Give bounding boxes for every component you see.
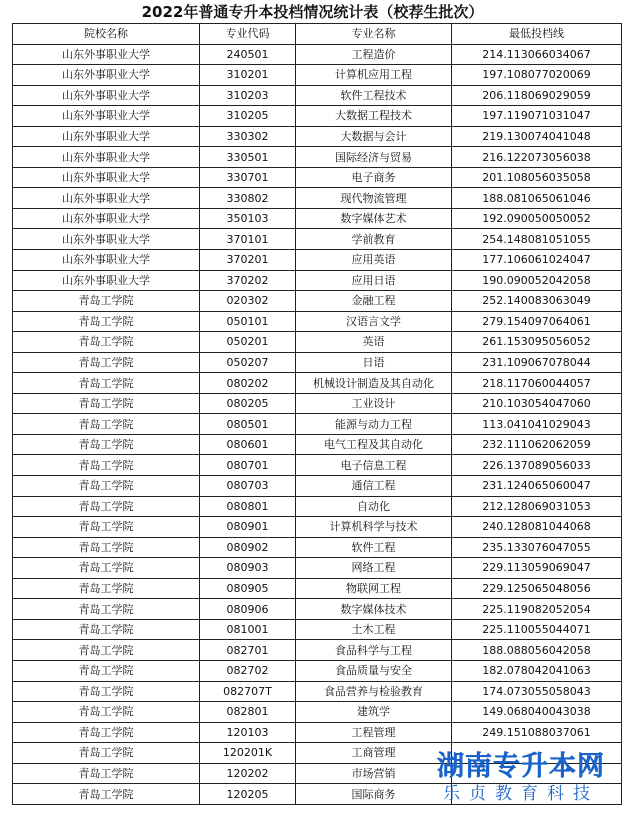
table-row (13, 660, 622, 681)
cell-min-score: 240.128081044068 (452, 517, 622, 538)
cell-major: 通信工程 (296, 476, 452, 497)
cell-school: 山东外事职业大学 (13, 270, 200, 291)
cell-major: 能源与动力工程 (296, 414, 452, 435)
cell-school: 山东外事职业大学 (13, 147, 200, 168)
cell-min-score: 210.103054047060 (452, 393, 622, 414)
cell-major: 计算机应用工程 (296, 65, 452, 86)
table-row (13, 393, 622, 414)
table-row (13, 578, 622, 599)
table-row (13, 352, 622, 373)
table-row (13, 558, 622, 579)
cell-code: 082701 (200, 640, 296, 661)
cell-major: 电子商务 (296, 167, 452, 188)
cell-school: 山东外事职业大学 (13, 65, 200, 86)
table-row (13, 619, 622, 640)
cell-school: 山东外事职业大学 (13, 106, 200, 127)
watermark (421, 752, 621, 812)
cell-school: 山东外事职业大学 (13, 188, 200, 209)
cell-min-score: 249.151088037061 (452, 722, 622, 743)
cell-school: 青岛工学院 (13, 702, 200, 723)
column-header-min-score: 最低投档线 (452, 24, 622, 45)
cell-code: 370101 (200, 229, 296, 250)
cell-school: 青岛工学院 (13, 373, 200, 394)
cell-major: 机械设计制造及其自动化 (296, 373, 452, 394)
cell-school: 青岛工学院 (13, 311, 200, 332)
cell-code: 120103 (200, 722, 296, 743)
cell-code: 370201 (200, 250, 296, 271)
cell-min-score: 229.125065048056 (452, 578, 622, 599)
table-row (13, 434, 622, 455)
cell-major: 物联网工程 (296, 578, 452, 599)
table-row (13, 44, 622, 65)
table-row (13, 517, 622, 538)
cell-code: 080202 (200, 373, 296, 394)
cell-code: 240501 (200, 44, 296, 65)
cell-min-score: 192.090050050052 (452, 208, 622, 229)
cell-code: 080205 (200, 393, 296, 414)
cell-code: 330302 (200, 126, 296, 147)
cell-min-score: 219.130074041048 (452, 126, 622, 147)
cell-school: 青岛工学院 (13, 640, 200, 661)
cell-major: 电气工程及其自动化 (296, 434, 452, 455)
cell-code: 310203 (200, 85, 296, 106)
cell-min-score: 231.109067078044 (452, 352, 622, 373)
cell-code: 080905 (200, 578, 296, 599)
table-row (13, 188, 622, 209)
table-row (13, 270, 622, 291)
cell-code: 020302 (200, 291, 296, 312)
cell-min-score: 113.041041029043 (452, 414, 622, 435)
table-row (13, 681, 622, 702)
cell-school: 青岛工学院 (13, 393, 200, 414)
cell-min-score: 225.119082052054 (452, 599, 622, 620)
cell-code: 310205 (200, 106, 296, 127)
cell-code: 082702 (200, 660, 296, 681)
cell-school: 山东外事职业大学 (13, 208, 200, 229)
cell-major: 大数据工程技术 (296, 106, 452, 127)
cell-school: 山东外事职业大学 (13, 85, 200, 106)
watermark-logo-text: 湖南专升本网 (437, 751, 605, 782)
cell-min-score: 188.088056042058 (452, 640, 622, 661)
cell-major: 数字媒体艺术 (296, 208, 452, 229)
admission-table (12, 23, 622, 805)
cell-major: 食品质量与安全 (296, 660, 452, 681)
cell-major: 应用英语 (296, 250, 452, 271)
cell-major: 金融工程 (296, 291, 452, 312)
cell-code: 081001 (200, 619, 296, 640)
table-row (13, 332, 622, 353)
cell-code: 080903 (200, 558, 296, 579)
table-row (13, 722, 622, 743)
cell-min-score: 232.111062062059 (452, 434, 622, 455)
cell-major: 食品科学与工程 (296, 640, 452, 661)
cell-school: 青岛工学院 (13, 476, 200, 497)
table-row (13, 311, 622, 332)
cell-major: 数字媒体技术 (296, 599, 452, 620)
cell-code: 080901 (200, 517, 296, 538)
cell-code: 080501 (200, 414, 296, 435)
cell-code: 120201K (200, 743, 296, 764)
cell-school: 山东外事职业大学 (13, 229, 200, 250)
cell-school: 青岛工学院 (13, 619, 200, 640)
column-header-school: 院校名称 (13, 24, 200, 45)
table-row (13, 640, 622, 661)
cell-school: 青岛工学院 (13, 537, 200, 558)
cell-min-score: 190.090052042058 (452, 270, 622, 291)
table-header-row (13, 24, 622, 45)
cell-major: 市场营销 (296, 763, 452, 784)
table-row (13, 85, 622, 106)
table-row (13, 496, 622, 517)
table-row (13, 373, 622, 394)
cell-code: 330501 (200, 147, 296, 168)
cell-min-score: 235.133076047055 (452, 537, 622, 558)
cell-min-score: 197.119071031047 (452, 106, 622, 127)
table-body (13, 44, 622, 804)
cell-code: 080902 (200, 537, 296, 558)
cell-major: 建筑学 (296, 702, 452, 723)
cell-major: 英语 (296, 332, 452, 353)
table-row (13, 702, 622, 723)
cell-min-score: 218.117060044057 (452, 373, 622, 394)
watermark-subtitle: 乐贞教育科技 (443, 784, 599, 804)
cell-code: 050201 (200, 332, 296, 353)
table-row (13, 250, 622, 271)
table-row (13, 291, 622, 312)
table-row (13, 126, 622, 147)
cell-school: 山东外事职业大学 (13, 167, 200, 188)
cell-code: 050101 (200, 311, 296, 332)
cell-code: 080703 (200, 476, 296, 497)
cell-code: 330701 (200, 167, 296, 188)
cell-major: 工商管理 (296, 743, 452, 764)
table-row (13, 229, 622, 250)
cell-code: 082707T (200, 681, 296, 702)
table-row (13, 167, 622, 188)
cell-school: 青岛工学院 (13, 352, 200, 373)
cell-major: 软件工程技术 (296, 85, 452, 106)
cell-min-score: 212.128069031053 (452, 496, 622, 517)
cell-min-score: 279.154097064061 (452, 311, 622, 332)
cell-major: 国际经济与贸易 (296, 147, 452, 168)
cell-code: 080906 (200, 599, 296, 620)
cell-school: 青岛工学院 (13, 434, 200, 455)
cell-min-score: 174.073055058043 (452, 681, 622, 702)
cell-min-score: 214.113066034067 (452, 44, 622, 65)
cell-school: 山东外事职业大学 (13, 126, 200, 147)
cell-major: 工业设计 (296, 393, 452, 414)
cell-code: 120202 (200, 763, 296, 784)
cell-school: 青岛工学院 (13, 291, 200, 312)
cell-school: 青岛工学院 (13, 681, 200, 702)
cell-code: 080601 (200, 434, 296, 455)
cell-min-score: 254.148081051055 (452, 229, 622, 250)
table-row (13, 106, 622, 127)
cell-major: 计算机科学与技术 (296, 517, 452, 538)
cell-code: 330802 (200, 188, 296, 209)
cell-major: 电子信息工程 (296, 455, 452, 476)
cell-school: 青岛工学院 (13, 558, 200, 579)
cell-min-score: 229.113059069047 (452, 558, 622, 579)
cell-code: 080801 (200, 496, 296, 517)
cell-code: 350103 (200, 208, 296, 229)
cell-min-score: 225.110055044071 (452, 619, 622, 640)
cell-major: 工程造价 (296, 44, 452, 65)
cell-code: 050207 (200, 352, 296, 373)
table-row (13, 65, 622, 86)
cell-major: 网络工程 (296, 558, 452, 579)
table-row (13, 455, 622, 476)
cell-min-score: 231.124065060047 (452, 476, 622, 497)
cell-code: 082801 (200, 702, 296, 723)
cell-school: 青岛工学院 (13, 722, 200, 743)
cell-major: 学前教育 (296, 229, 452, 250)
table-row (13, 599, 622, 620)
cell-major: 汉语言文学 (296, 311, 452, 332)
cell-school: 山东外事职业大学 (13, 44, 200, 65)
cell-school: 青岛工学院 (13, 414, 200, 435)
cell-school: 青岛工学院 (13, 455, 200, 476)
cell-code: 310201 (200, 65, 296, 86)
cell-school: 青岛工学院 (13, 743, 200, 764)
cell-min-score: 149.068040043038 (452, 702, 622, 723)
cell-min-score: 188.081065061046 (452, 188, 622, 209)
cell-min-score: 216.122073056038 (452, 147, 622, 168)
table-row (13, 208, 622, 229)
cell-school: 青岛工学院 (13, 517, 200, 538)
cell-major: 工程管理 (296, 722, 452, 743)
cell-major: 软件工程 (296, 537, 452, 558)
cell-min-score: 177.106061024047 (452, 250, 622, 271)
column-header-code: 专业代码 (200, 24, 296, 45)
cell-code: 120205 (200, 784, 296, 805)
cell-min-score: 252.140083063049 (452, 291, 622, 312)
table-row (13, 147, 622, 168)
cell-major: 现代物流管理 (296, 188, 452, 209)
cell-min-score: 182.078042041063 (452, 660, 622, 681)
cell-major: 国际商务 (296, 784, 452, 805)
cell-school: 山东外事职业大学 (13, 250, 200, 271)
cell-major: 日语 (296, 352, 452, 373)
cell-min-score: 201.108056035058 (452, 167, 622, 188)
table-row (13, 414, 622, 435)
cell-min-score: 206.118069029059 (452, 85, 622, 106)
cell-school: 青岛工学院 (13, 496, 200, 517)
cell-school: 青岛工学院 (13, 332, 200, 353)
cell-min-score: 261.153095056052 (452, 332, 622, 353)
page-title: 2022年普通专升本投档情况统计表（校荐生批次） (141, 3, 484, 21)
cell-major: 大数据与会计 (296, 126, 452, 147)
cell-major: 自动化 (296, 496, 452, 517)
table-row (13, 476, 622, 497)
cell-code: 370202 (200, 270, 296, 291)
cell-min-score: 226.137089056033 (452, 455, 622, 476)
table-row (13, 537, 622, 558)
cell-min-score: 197.108077020069 (452, 65, 622, 86)
cell-school: 青岛工学院 (13, 578, 200, 599)
cell-major: 应用日语 (296, 270, 452, 291)
cell-school: 青岛工学院 (13, 784, 200, 805)
cell-school: 青岛工学院 (13, 763, 200, 784)
cell-major: 土木工程 (296, 619, 452, 640)
column-header-major: 专业名称 (296, 24, 452, 45)
cell-major: 食品营养与检验教育 (296, 681, 452, 702)
cell-school: 青岛工学院 (13, 660, 200, 681)
cell-school: 青岛工学院 (13, 599, 200, 620)
cell-code: 080701 (200, 455, 296, 476)
